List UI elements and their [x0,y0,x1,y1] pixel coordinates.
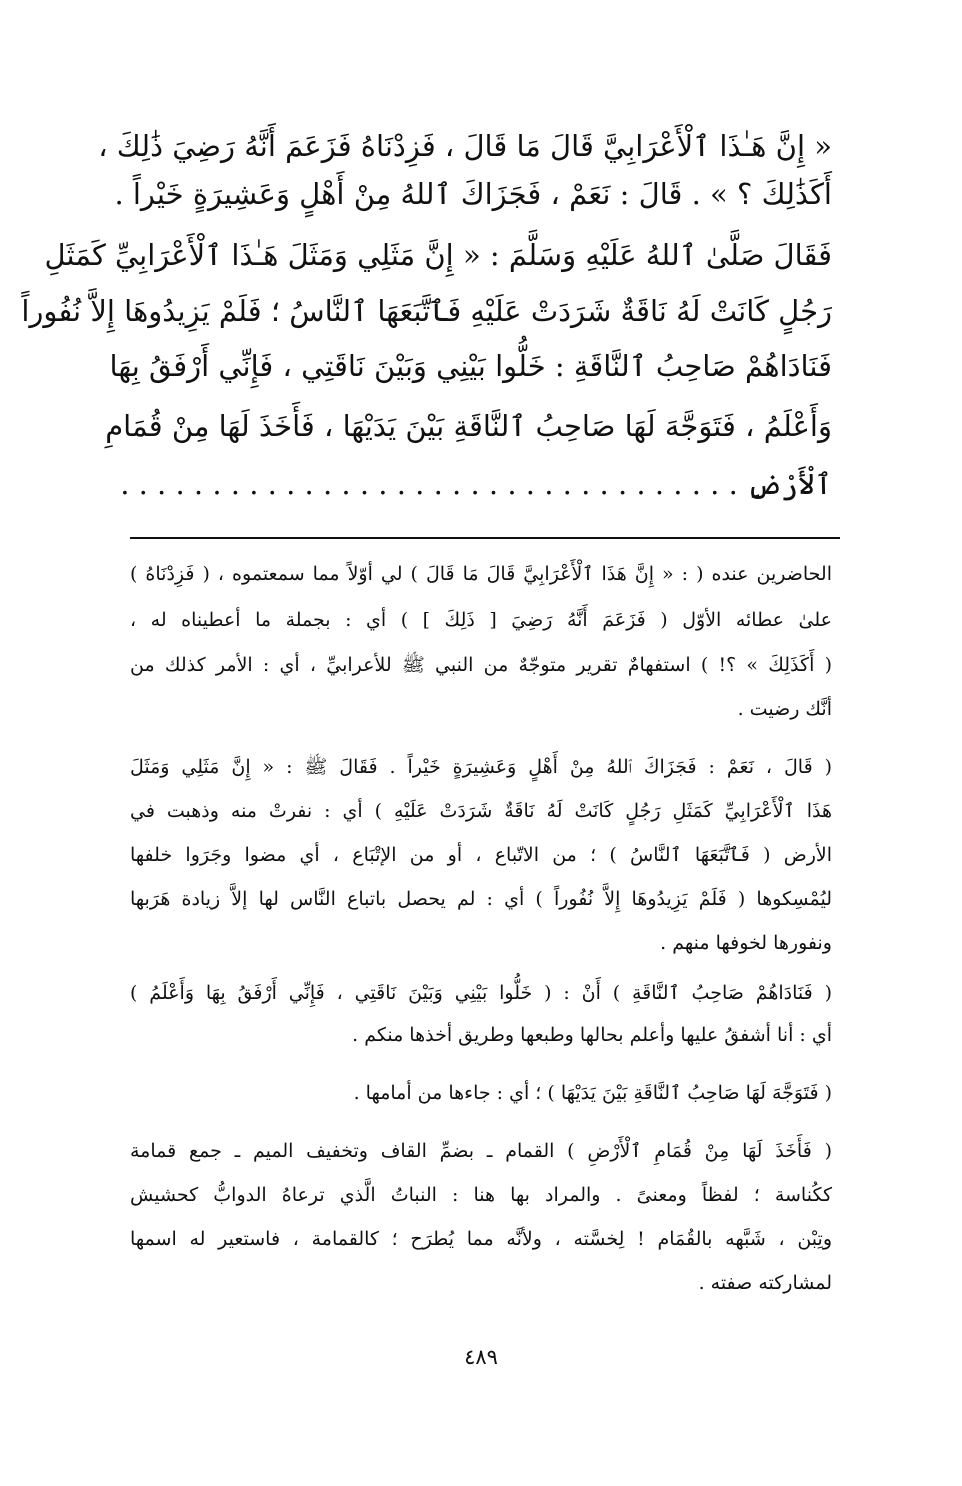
footnote-line: ( أَكَذَلِكَ » ؟! ) استفهامٌ تقرير متوجّهٌ من النبي ﷺ للأعرابيِّ ، أي : الأمر كذلك من [130,654,832,676]
footnote-line: ( فَأَخَذَ لَهَا مِنْ قُمَامِ ٱلْأَرْضِ ) القمام ـ بضمِّ القاف وتخفيف الميم ـ جمع قمامة [130,1140,832,1162]
footnote-line: وتِبْن ، شَبَّهه بالقُمَام ! لِخسَّته ، ولأنَّه مما يُطرَح ؛ كالقمامة ، فاستعير له اسمها [130,1228,832,1250]
main-text-line: ٱلْأَرْضِ . . . . . . . . . . . . . . . . . . . . . . . . . . . . . . . . . . [120,467,832,501]
footnote-line: الأرض ( فَٱتَّبَعَهَا ٱلنَّاسُ ) ؛ من الاتّباع ، أو من الإتْبَاع ، أي مضوا وجَرَوا خلفها [130,844,832,866]
main-text-line: أَكَذَٰلِكَ ؟ » . قَالَ : نَعَمْ ، فَجَزَاكَ ٱللهُ مِنْ أَهْلٍ وَعَشِيرَةٍ خَيْراً . [114,177,832,211]
page-number: ٤٨٩ [464,1345,498,1369]
footnote-line: ليُمْسِكوها ( فَلَمْ يَزِيدُوهَا إِلاَّ نُفُوراً ) أي : لم يحصل باتباع النَّاس لها إلاَّ زيادة هَرَبها [130,888,832,910]
footnote-line: أنَّك رضيت . [737,698,832,720]
footnote-line: ( فَنَادَاهُمْ صَاحِبُ ٱلنَّاقَةِ ) أَنْ : ( خَلُّوا بَيْنِي وَبَيْنَ نَاقَتِي ، فَإِنِّي أَرْفَقُ بِهَا وَأَعْلَمُ ) [130,982,832,1004]
footnote-line: أي : أنا أشفقُ عليها وأعلم بحالها وطبعها وطريق أخذها منكم . [352,1024,832,1046]
footnote-line: ( فَتَوَجَّهَ لَهَا صَاحِبُ ٱلنَّاقَةِ بَيْنَ يَدَيْهَا ) ؛ أي : جاءها من أمامها . [353,1082,832,1104]
footnote-line: ككُناسة ؛ لفظاً ومعنىً . والمراد بها هنا : النباتُ الَّذي ترعاهُ الدوابُّ كحشيش [130,1184,832,1206]
main-text-line: فَقَالَ صَلَّىٰ ٱللهُ عَلَيْهِ وَسَلَّمَ : « إِنَّ مَثَلِي وَمَثَلَ هَـٰذَا ٱلْأَعْرَابِيِّ كَمَثَلِ [44,238,832,272]
footnote-line: هَذَا ٱلْأَعْرَابِيِّ كَمَثَلِ رَجُلٍ كَانَتْ لَهُ نَاقَةٌ شَرَدَتْ عَلَيْهِ ) أي : نفرتْ منه وذهبت في [130,800,832,822]
main-text-line: رَجُلٍ كَانَتْ لَهُ نَاقَةٌ شَرَدَتْ عَلَيْهِ فَٱتَّبَعَهَا ٱلنَّاسُ ؛ فَلَمْ يَزِيدُوهَا إِلاَّ نُفُوراً [21,294,832,328]
footnote-line: الحاضرين عنده ( : « إِنَّ هَذَا ٱلْأَعْرَابِيَّ قَالَ مَا قَالَ ) لي أوّلاً مما سمعتموه ، ( فَزِدْنَاهُ ) [130,563,832,585]
footnote-line: لمشاركته صفته . [698,1272,832,1294]
footnote-divider [130,537,840,539]
footnote-line: علىٰ عطائه الأوّل ( فَزَعَمَ أَنَّهُ رَضِيَ [ ذَلِكَ ] ) أي : بجملة ما أعطيناه له ، [130,609,832,631]
footnote-line: ( قَالَ ، نَعَمْ : فَجَزَاكَ ٱللهُ مِنْ أَهْلٍ وَعَشِيرَةٍ خَيْراً . فَقَالَ ﷺ : « إِنَّ مَثَلِي وَمَثَلَ [130,756,832,778]
main-text-line: وَأَعْلَمُ ، فَتَوَجَّهَ لَهَا صَاحِبُ ٱلنَّاقَةِ بَيْنَ يَدَيْهَا ، فَأَخَذَ لَهَا مِنْ قُمَامِ [105,409,832,443]
main-text-line: فَنَادَاهُمْ صَاحِبُ ٱلنَّاقَةِ : خَلُّوا بَيْنِي وَبَيْنَ نَاقَتِي ، فَإِنِّي أَرْفَقُ بِهَا [109,349,832,383]
footnote-line: ونفورها لخوفها منهم . [660,932,832,954]
main-text-line: « إِنَّ هَـٰذَا ٱلْأَعْرَابِيَّ قَالَ مَا قَالَ ، فَزِدْنَاهُ فَزَعَمَ أَنَّهُ رَضِيَ ذَٰلِكَ ، [98,129,832,163]
